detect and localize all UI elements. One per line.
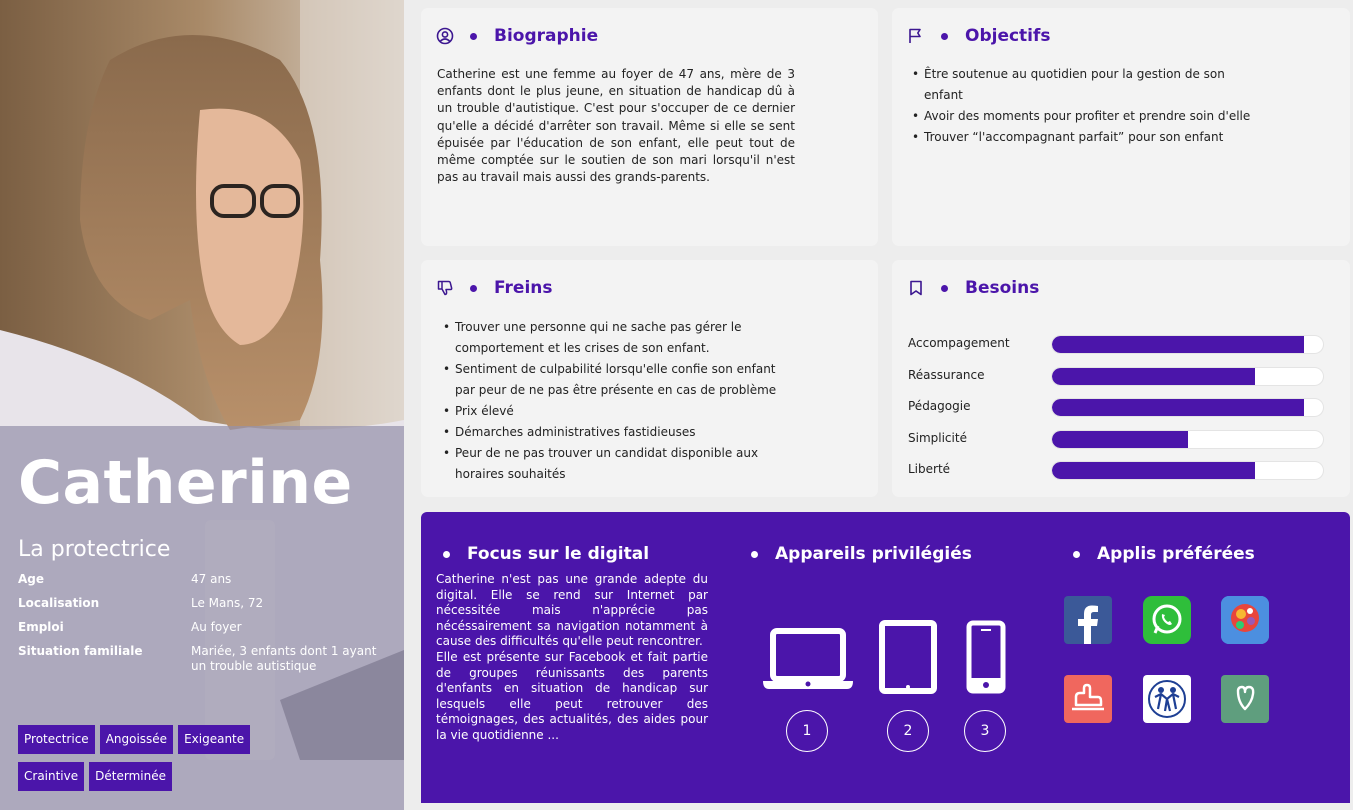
persona-tags [18, 725, 278, 791]
bullet-dot [470, 285, 477, 292]
fact-value: Mariée, 3 enfants dont 1 ayant un trouble autistique [191, 644, 377, 673]
objectives-list [910, 64, 1255, 148]
fact-location [18, 596, 388, 620]
fact-label: Localisation [18, 596, 100, 610]
apps-header [1073, 544, 1255, 564]
need-fill [1052, 399, 1304, 416]
need-row [908, 397, 1328, 429]
devices-title: Appareils privilégiés [775, 544, 972, 564]
biography-text: Catherine est une femme au foyer de 47 ans, mère de 3 enfants dont le plus jeune, en situation de handicap dû à un trouble d'autistique. C'est pour s'occuper de ce dernier qu'elle a décidé d'arrêter son travail. Même si elle se sent épuisée par l'éducation de son enfant, elle peut tout de même comptée sur le soutien de son mari lorsqu'il n'est pas au travail mais aussi des grands-parents. [437, 67, 795, 185]
thumbs-down-icon [436, 279, 454, 297]
biography-card [421, 8, 878, 246]
device-rank: 1 [786, 710, 828, 752]
focus-paragraph: Catherine n'est pas une grande adepte du digital. Elle se rend sur Internet par nécessitée mais n'apprécie pas nécéssairement sa navigation notamment à cause des difficultés qu'elle peut rencontrer. [436, 572, 708, 649]
objectives-title: Objectifs [965, 26, 1051, 46]
list-item: • Trouver “l'accompagnant parfait” pour son enfant [910, 127, 1255, 148]
need-track [1052, 462, 1323, 479]
need-fill [1052, 368, 1255, 385]
devices-list [761, 617, 1031, 757]
need-fill [1052, 462, 1255, 479]
need-row [908, 334, 1328, 366]
tag-angoissee: Angoissée [100, 725, 173, 754]
tag-protectrice: Protectrice [18, 725, 95, 754]
bookmark-icon [907, 279, 925, 297]
bullet-dot [941, 33, 948, 40]
need-track [1052, 431, 1323, 448]
need-fill [1052, 431, 1188, 448]
bullet-dot [1073, 551, 1080, 558]
objectives-header [907, 24, 1051, 48]
focus-text [436, 572, 708, 744]
tag-craintive: Craintive [18, 762, 84, 791]
bullet-dot [443, 551, 450, 558]
fact-value: Au foyer [191, 620, 242, 634]
need-track [1052, 368, 1323, 385]
obstacles-title: Freins [494, 278, 553, 298]
fact-family [18, 644, 388, 673]
candy-crush-icon[interactable] [1221, 596, 1269, 644]
fact-label: Emploi [18, 620, 64, 634]
bullet-dot [470, 33, 477, 40]
fact-label: Situation familiale [18, 644, 143, 658]
list-item: • Démarches administratives fastidieuses [441, 422, 786, 443]
needs-title: Besoins [965, 278, 1040, 298]
focus-title: Focus sur le digital [467, 544, 650, 564]
needs-card [892, 260, 1350, 497]
fact-age [18, 572, 388, 596]
need-fill [1052, 336, 1304, 353]
laptop-icon [763, 627, 853, 695]
focus-header [443, 544, 649, 564]
obstacles-card [421, 260, 878, 497]
list-item: • Peur de ne pas trouver un candidat disponible aux horaires souhaités [441, 443, 786, 485]
handicap-association-icon[interactable] [1143, 675, 1191, 723]
bullet-dot [751, 551, 758, 558]
need-label: Pédagogie [908, 399, 971, 413]
care-app-icon[interactable] [1064, 675, 1112, 723]
need-label: Réassurance [908, 367, 985, 382]
facebook-icon[interactable] [1064, 596, 1112, 644]
need-label: Liberté [908, 462, 951, 476]
biography-header [436, 24, 598, 48]
need-row [908, 429, 1328, 461]
whatsapp-icon[interactable] [1143, 596, 1191, 644]
flag-icon [907, 27, 925, 45]
list-item: • Prix élevé [441, 401, 786, 422]
list-item: • Avoir des moments pour profiter et prendre soin d'elle [910, 106, 1255, 127]
persona-panel [0, 0, 404, 810]
tag-determinee: Déterminée [89, 762, 172, 791]
fact-label: Age [18, 572, 45, 586]
tablet-icon [879, 620, 937, 698]
apps-title: Applis préférées [1097, 544, 1255, 564]
list-item: • Trouver une personne qui ne sache pas gérer le comportement et les crises de son enfant. [441, 317, 786, 359]
user-circle-icon [436, 27, 454, 45]
fact-value: Le Mans, 72 [191, 596, 264, 610]
tag-exigeante: Exigeante [178, 725, 250, 754]
need-label: Simplicité [908, 430, 967, 445]
biography-title: Biographie [494, 26, 599, 46]
device-rank: 2 [887, 710, 929, 752]
fact-job [18, 620, 388, 644]
apps-grid [1064, 596, 1284, 726]
list-item: • Être soutenue au quotidien pour la gestion de son enfant [910, 64, 1255, 106]
need-track [1052, 336, 1323, 353]
heart-app-icon[interactable] [1221, 675, 1269, 723]
need-track [1052, 399, 1323, 416]
bullet-dot [941, 285, 948, 292]
persona-facts [18, 572, 388, 673]
need-row [908, 460, 1328, 492]
needs-bars [908, 334, 1328, 492]
obstacles-list [441, 317, 786, 485]
smartphone-icon [966, 620, 1006, 698]
need-label: Accompagement [908, 336, 1010, 350]
focus-paragraph: Elle est présente sur Facebook et fait partie de groupes réunissants des parents d'enfants en situation de handicap sur lesquels elle peut retrouver des témoignages, des actualités, des aides pour la vie quotidienne ... [436, 649, 708, 742]
objectives-card [892, 8, 1350, 246]
fact-value: 47 ans [191, 572, 232, 586]
devices-header [751, 544, 972, 564]
device-rank: 3 [964, 710, 1006, 752]
list-item: • Sentiment de culpabilité lorsqu'elle confie son enfant par peur de ne pas être présente en cas de problème [441, 359, 786, 401]
persona-role: La protectrice [18, 537, 171, 562]
persona-name: Catherine [18, 448, 353, 518]
need-row [908, 366, 1328, 398]
digital-panel [421, 512, 1350, 803]
needs-header [907, 276, 1039, 300]
obstacles-header [436, 276, 553, 300]
